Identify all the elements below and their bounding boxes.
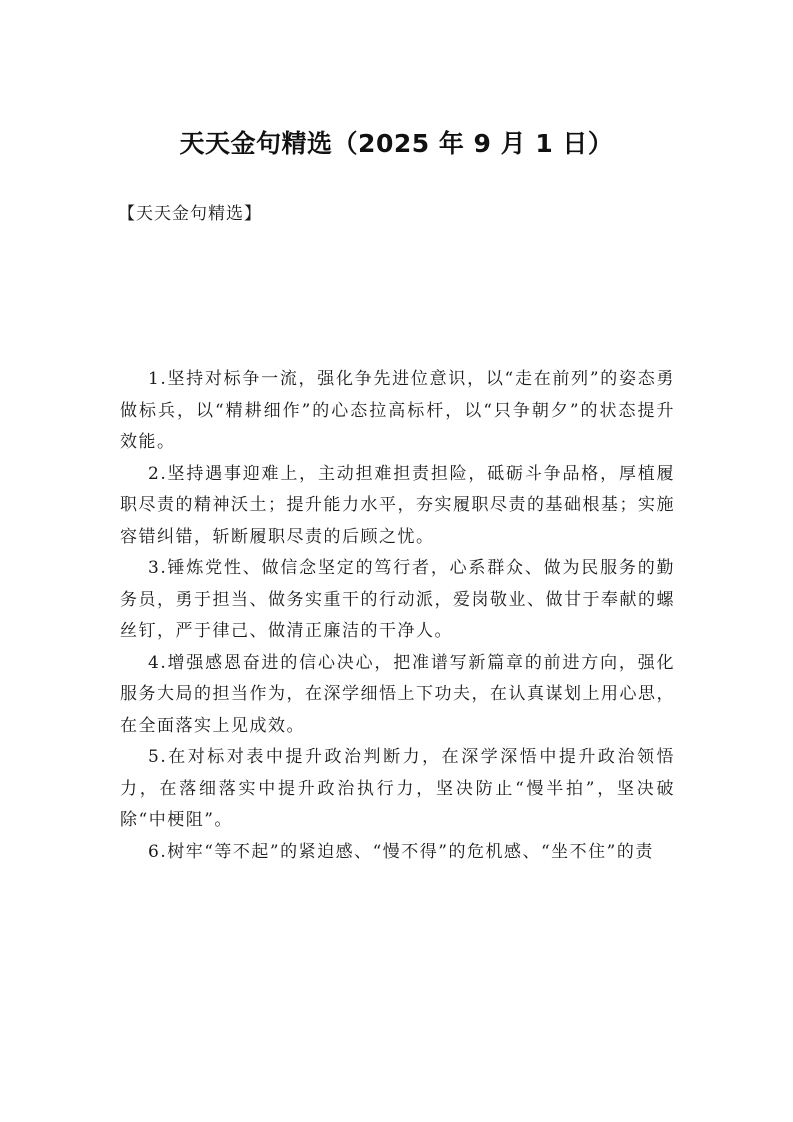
section-label: 【天天金句精选】 <box>118 204 262 224</box>
document-title: 天天金句精选（2025 年 9 月 1 日） <box>179 129 614 158</box>
paragraph-6: 6.树牢“等不起”的紧迫感、“慢不得”的危机感、“坐不住”的责 <box>148 841 654 862</box>
paragraph-4: 4.增强感恩奋进的信心决心，把准谱写新篇章的前进方向，强化服务大局的担当作为，在深学细悟上下功夫，在认真谋划上用心思，在全面落实上见成效。 <box>120 652 675 736</box>
paragraph-1: 1.坚持对标争一流，强化争先进位意识，以“走在前列”的姿态勇做标兵，以“精耕细作”的心态拉高标杆，以“只争朝夕”的状态提升效能。 <box>120 369 675 452</box>
paragraph-2: 2.坚持遇事迎难上，主动担难担责担险，砥砺斗争品格，厚植履职尽责的精神沃土；提升能力水平，夯实履职尽责的基础根基；实施容错纠错，斩断履职尽责的后顾之忧。 <box>120 463 675 547</box>
paragraph-3: 3.锤炼党性、做信念坚定的笃行者，心系群众、做为民服务的勤务员，勇于担当、做务实重干的行动派，爱岗敬业、做甘于奉献的螺丝钉，严于律己、做清正廉洁的干净人。 <box>120 558 675 641</box>
document-body <box>120 364 675 868</box>
paragraph-5: 5.在对标对表中提升政治判断力，在深学深悟中提升政治领悟力，在落细落实中提升政治执行力，坚决防止“慢半拍”，坚决破除“中梗阻”。 <box>120 747 675 830</box>
